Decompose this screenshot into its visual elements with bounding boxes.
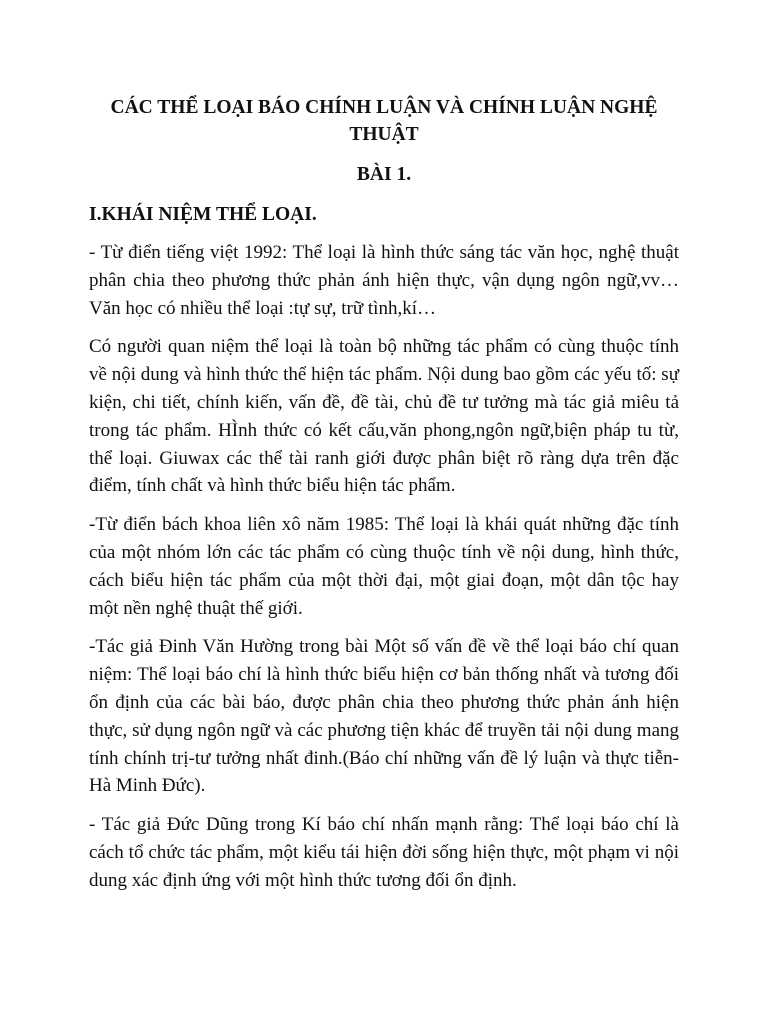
section-heading: I.KHÁI NIỆM THỂ LOẠI.	[89, 204, 317, 225]
paragraph-genre-concept: Có người quan niệm thể loại là toàn bộ những tác phẩm có cùng thuộc tính về nội dung và hình thức thể hiện tác phẩm. Nội dung bao gồm các yếu tố: sự kiện, chi tiết, chính kiến, vấn đề, đề tài, chủ đề tư tưởng mà tác giả miêu tả trong tác phẩm. HÌnh thức có kết cấu,văn phong,ngôn ngữ,biện pháp tu từ, thể loại. Giuwax các thể tài ranh giới được phân biệt rõ ràng dựa trên đặc điểm, tính chất và hình thức biểu hiện tác phẩm.	[89, 336, 679, 497]
document-title: CÁC THỂ LOẠI BÁO CHÍNH LUẬN VÀ CHÍNH LUẬN NGHỆ THUẬT	[110, 97, 658, 145]
lesson-heading: BÀI 1.	[356, 164, 412, 185]
paragraph-duc-dung: - Tác giả Đức Dũng trong Kí báo chí nhấn mạnh rằng: Thể loại báo chí là cách tổ chức tác phẩm, một kiểu tái hiện đời sống hiện thực, một phạm vi nội dung xác định ứng với một hình thức tương đối ổn định.	[89, 814, 679, 891]
paragraph-dinh-van-huong: -Tác giả Đinh Văn Hường trong bài Một số vấn đề về thể loại báo chí quan niệm: Thể loại báo chí là hình thức biểu hiện cơ bản thống nhất và tương đối ổn định của các bài báo, được phân chia theo phương thức phản ánh hiện thực, sử dụng ngôn ngữ và các phương tiện khác để truyền tải nội dung mang tính chính trị-tư tưởng nhất đinh.(Báo chí những vấn đề lý luận và thực tiễn- Hà Minh Đức).	[89, 636, 679, 797]
paragraph-definition-1992: - Từ điển tiếng việt 1992: Thể loại là hình thức sáng tác văn học, nghệ thuật phân chia theo phương thức phản ánh hiện thực, vận dụng ngôn ngữ,vv…Văn học có nhiều thể loại :tự sự, trữ tình,kí…	[89, 242, 679, 319]
paragraph-soviet-encyclopedia: -Từ điển bách khoa liên xô năm 1985: Thể loại là khái quát những đặc tính của một nhóm lớn các tác phẩm có cùng thuộc tính về nội dung, hình thức, cách biểu hiện tác phẩm của một thời đại, một giai đoạn, một dân tộc hay một nền nghệ thuật thế giới.	[89, 514, 679, 619]
